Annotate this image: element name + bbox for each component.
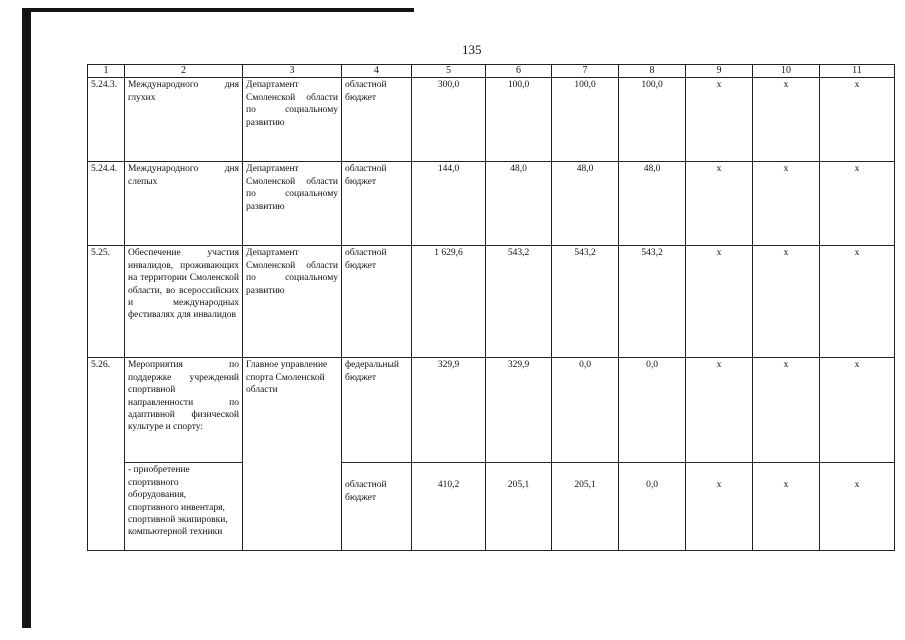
column-header: 2	[125, 65, 243, 78]
column-header: 5	[412, 65, 486, 78]
x-mark-cell: x	[753, 463, 820, 551]
column-header: 8	[619, 65, 686, 78]
page-number: 135	[462, 42, 482, 57]
item-number: 5.25.	[88, 246, 125, 358]
executor-cell: Департамент Смоленской области по социальному развитию	[243, 246, 342, 358]
value-cell: 48,0	[619, 162, 686, 246]
item-number: 5.24.4.	[88, 162, 125, 246]
column-header: 4	[342, 65, 412, 78]
item-name: Международного дня слепых	[125, 162, 243, 246]
item-name: Международного дня глухих	[125, 78, 243, 162]
x-mark-cell: x	[820, 246, 895, 358]
value-cell: 0,0	[619, 358, 686, 463]
column-header: 11	[820, 65, 895, 78]
x-mark-cell: x	[753, 78, 820, 162]
table-row	[88, 162, 895, 246]
funding-source: областной бюджет	[342, 463, 412, 551]
x-mark-cell: x	[820, 78, 895, 162]
value-cell: 100,0	[552, 78, 619, 162]
x-mark-cell: x	[820, 162, 895, 246]
table-header-row	[88, 65, 895, 78]
item-number: 5.26.	[88, 358, 125, 551]
x-mark-cell: x	[686, 162, 753, 246]
value-cell: 205,1	[486, 463, 552, 551]
column-header: 1	[88, 65, 125, 78]
budget-table	[87, 64, 895, 551]
item-subitem: - приобретение спортивного оборудования, спортивного инвентаря, спортивной экипировки, компьютерной техники	[125, 463, 243, 551]
funding-source: областной бюджет	[342, 78, 412, 162]
executor-cell: Главное управление спорта Смоленской области	[243, 358, 342, 551]
value-cell: 410,2	[412, 463, 486, 551]
item-name: Мероприятия по поддержке учреждений спортивной направленности по адаптивной физической культуре и спорту:	[125, 358, 243, 463]
value-cell: 48,0	[552, 162, 619, 246]
funding-source: федеральный бюджет	[342, 358, 412, 463]
value-cell: 205,1	[552, 463, 619, 551]
value-cell: 144,0	[412, 162, 486, 246]
column-header: 10	[753, 65, 820, 78]
value-cell: 100,0	[619, 78, 686, 162]
table-row	[88, 78, 895, 162]
column-header: 6	[486, 65, 552, 78]
x-mark-cell: x	[686, 246, 753, 358]
value-cell: 48,0	[486, 162, 552, 246]
column-header: 9	[686, 65, 753, 78]
x-mark-cell: x	[753, 358, 820, 463]
table-row	[88, 463, 895, 551]
x-mark-cell: x	[686, 78, 753, 162]
value-cell: 100,0	[486, 78, 552, 162]
column-header: 7	[552, 65, 619, 78]
value-cell: 300,0	[412, 78, 486, 162]
value-cell: 1 629,6	[412, 246, 486, 358]
value-cell: 0,0	[619, 463, 686, 551]
value-cell: 543,2	[552, 246, 619, 358]
value-cell: 543,2	[619, 246, 686, 358]
value-cell: 329,9	[486, 358, 552, 463]
funding-source: областной бюджет	[342, 162, 412, 246]
table-row	[88, 246, 895, 358]
x-mark-cell: x	[753, 246, 820, 358]
scan-border-top	[22, 8, 414, 12]
item-number: 5.24.3.	[88, 78, 125, 162]
value-cell: 543,2	[486, 246, 552, 358]
table-row	[88, 358, 895, 463]
value-cell: 0,0	[552, 358, 619, 463]
x-mark-cell: x	[753, 162, 820, 246]
executor-cell: Департамент Смоленской области по социальному развитию	[243, 78, 342, 162]
scan-border-left	[22, 8, 31, 628]
item-name: Обеспечение участия инвалидов, проживающих на территории Смоленской области, во всероссийских и международных фестивалях для инвалидов	[125, 246, 243, 358]
x-mark-cell: x	[820, 463, 895, 551]
value-cell: 329,9	[412, 358, 486, 463]
x-mark-cell: x	[820, 358, 895, 463]
x-mark-cell: x	[686, 463, 753, 551]
x-mark-cell: x	[686, 358, 753, 463]
funding-source: областной бюджет	[342, 246, 412, 358]
executor-cell: Департамент Смоленской области по социальному развитию	[243, 162, 342, 246]
column-header: 3	[243, 65, 342, 78]
